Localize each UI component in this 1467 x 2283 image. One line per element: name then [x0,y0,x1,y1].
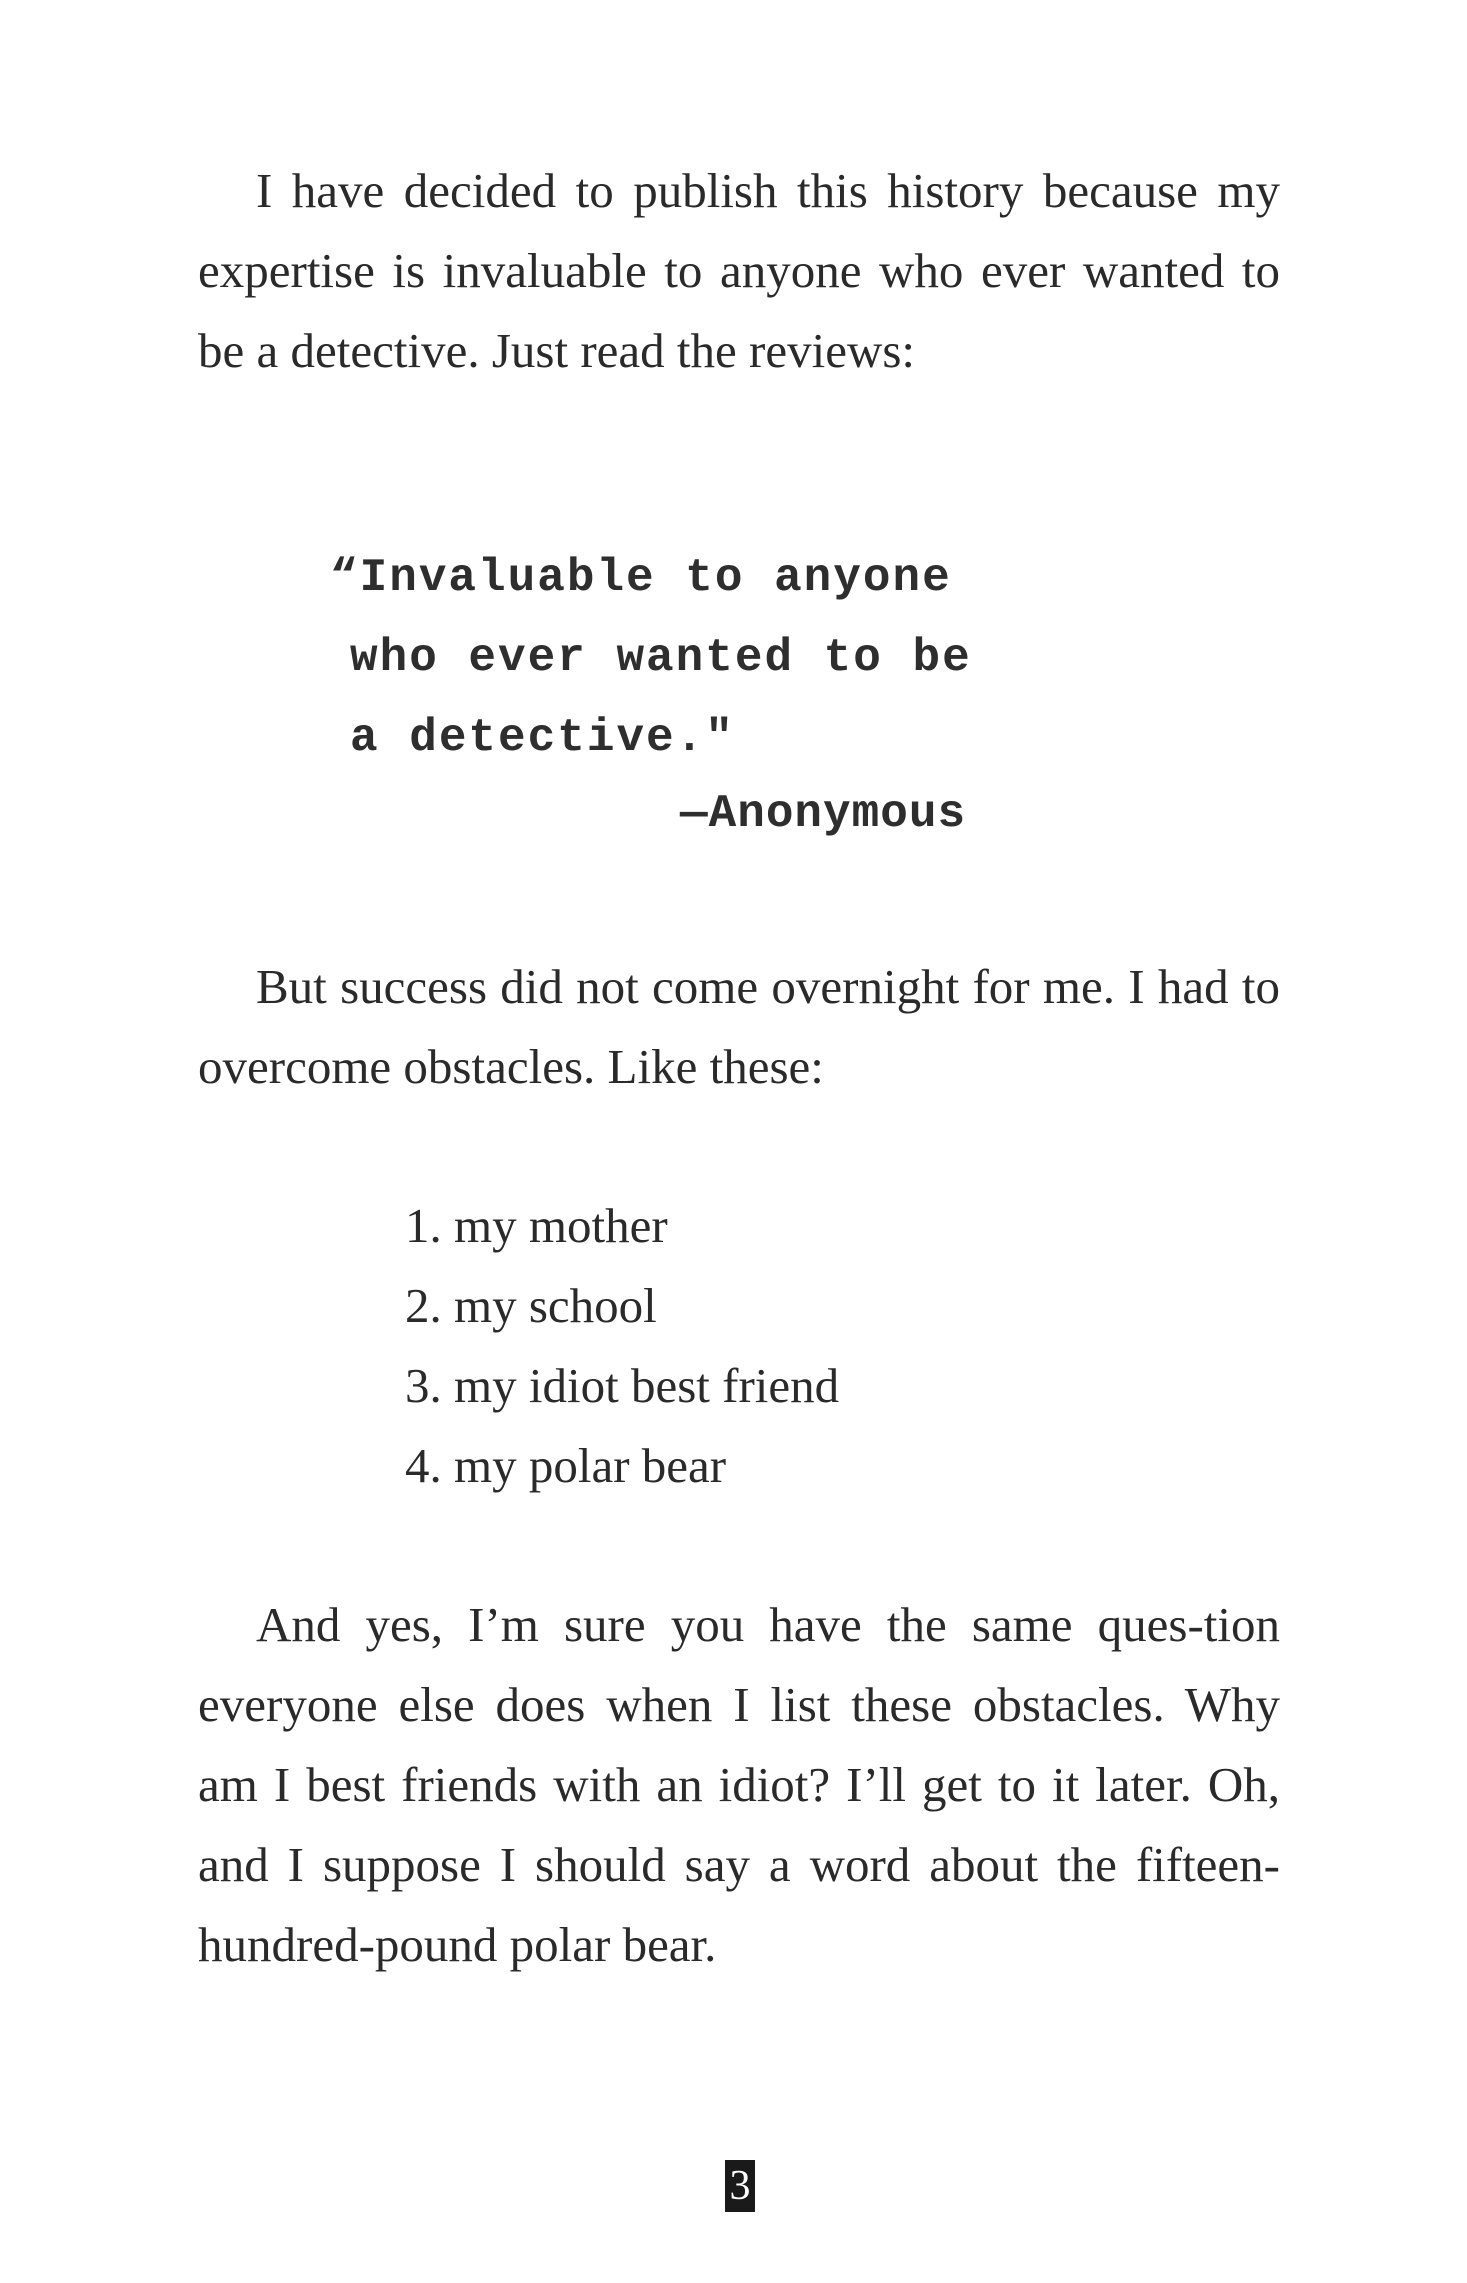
quote-line-3: a detective." [350,712,735,764]
paragraph-closing: And yes, I’m sure you have the same ques-tion everyone else does when I list these obstacles. Why am I best friends with an idiot? I’ll get to it later. Oh, and I suppose I should say a word about the fifteen-hundred-pound polar bear. [198,1597,1280,1972]
list-item: 2. my school [405,1278,657,1333]
paragraph-intro: I have decided to publish this history because my expertise is invaluable to anyone who ever wanted to be a detective. Just read the reviews: [198,163,1280,378]
list-item: 1. my mother [405,1198,668,1253]
page-number: 3 [725,2160,755,2212]
obstacles-list [405,1186,839,1506]
quote-line-2: who ever wanted to be [350,632,972,684]
quote-attribution: —Anonymous [680,788,967,840]
list-item: 4. my polar bear [405,1438,727,1493]
quote-line-1: “Invaluable to anyone [330,552,952,604]
paragraph-obstacles-intro: But success did not come overnight for me. I had to overcome obstacles. Like these: [198,959,1280,1094]
review-quote [330,538,972,778]
list-item: 3. my idiot best friend [405,1358,840,1413]
